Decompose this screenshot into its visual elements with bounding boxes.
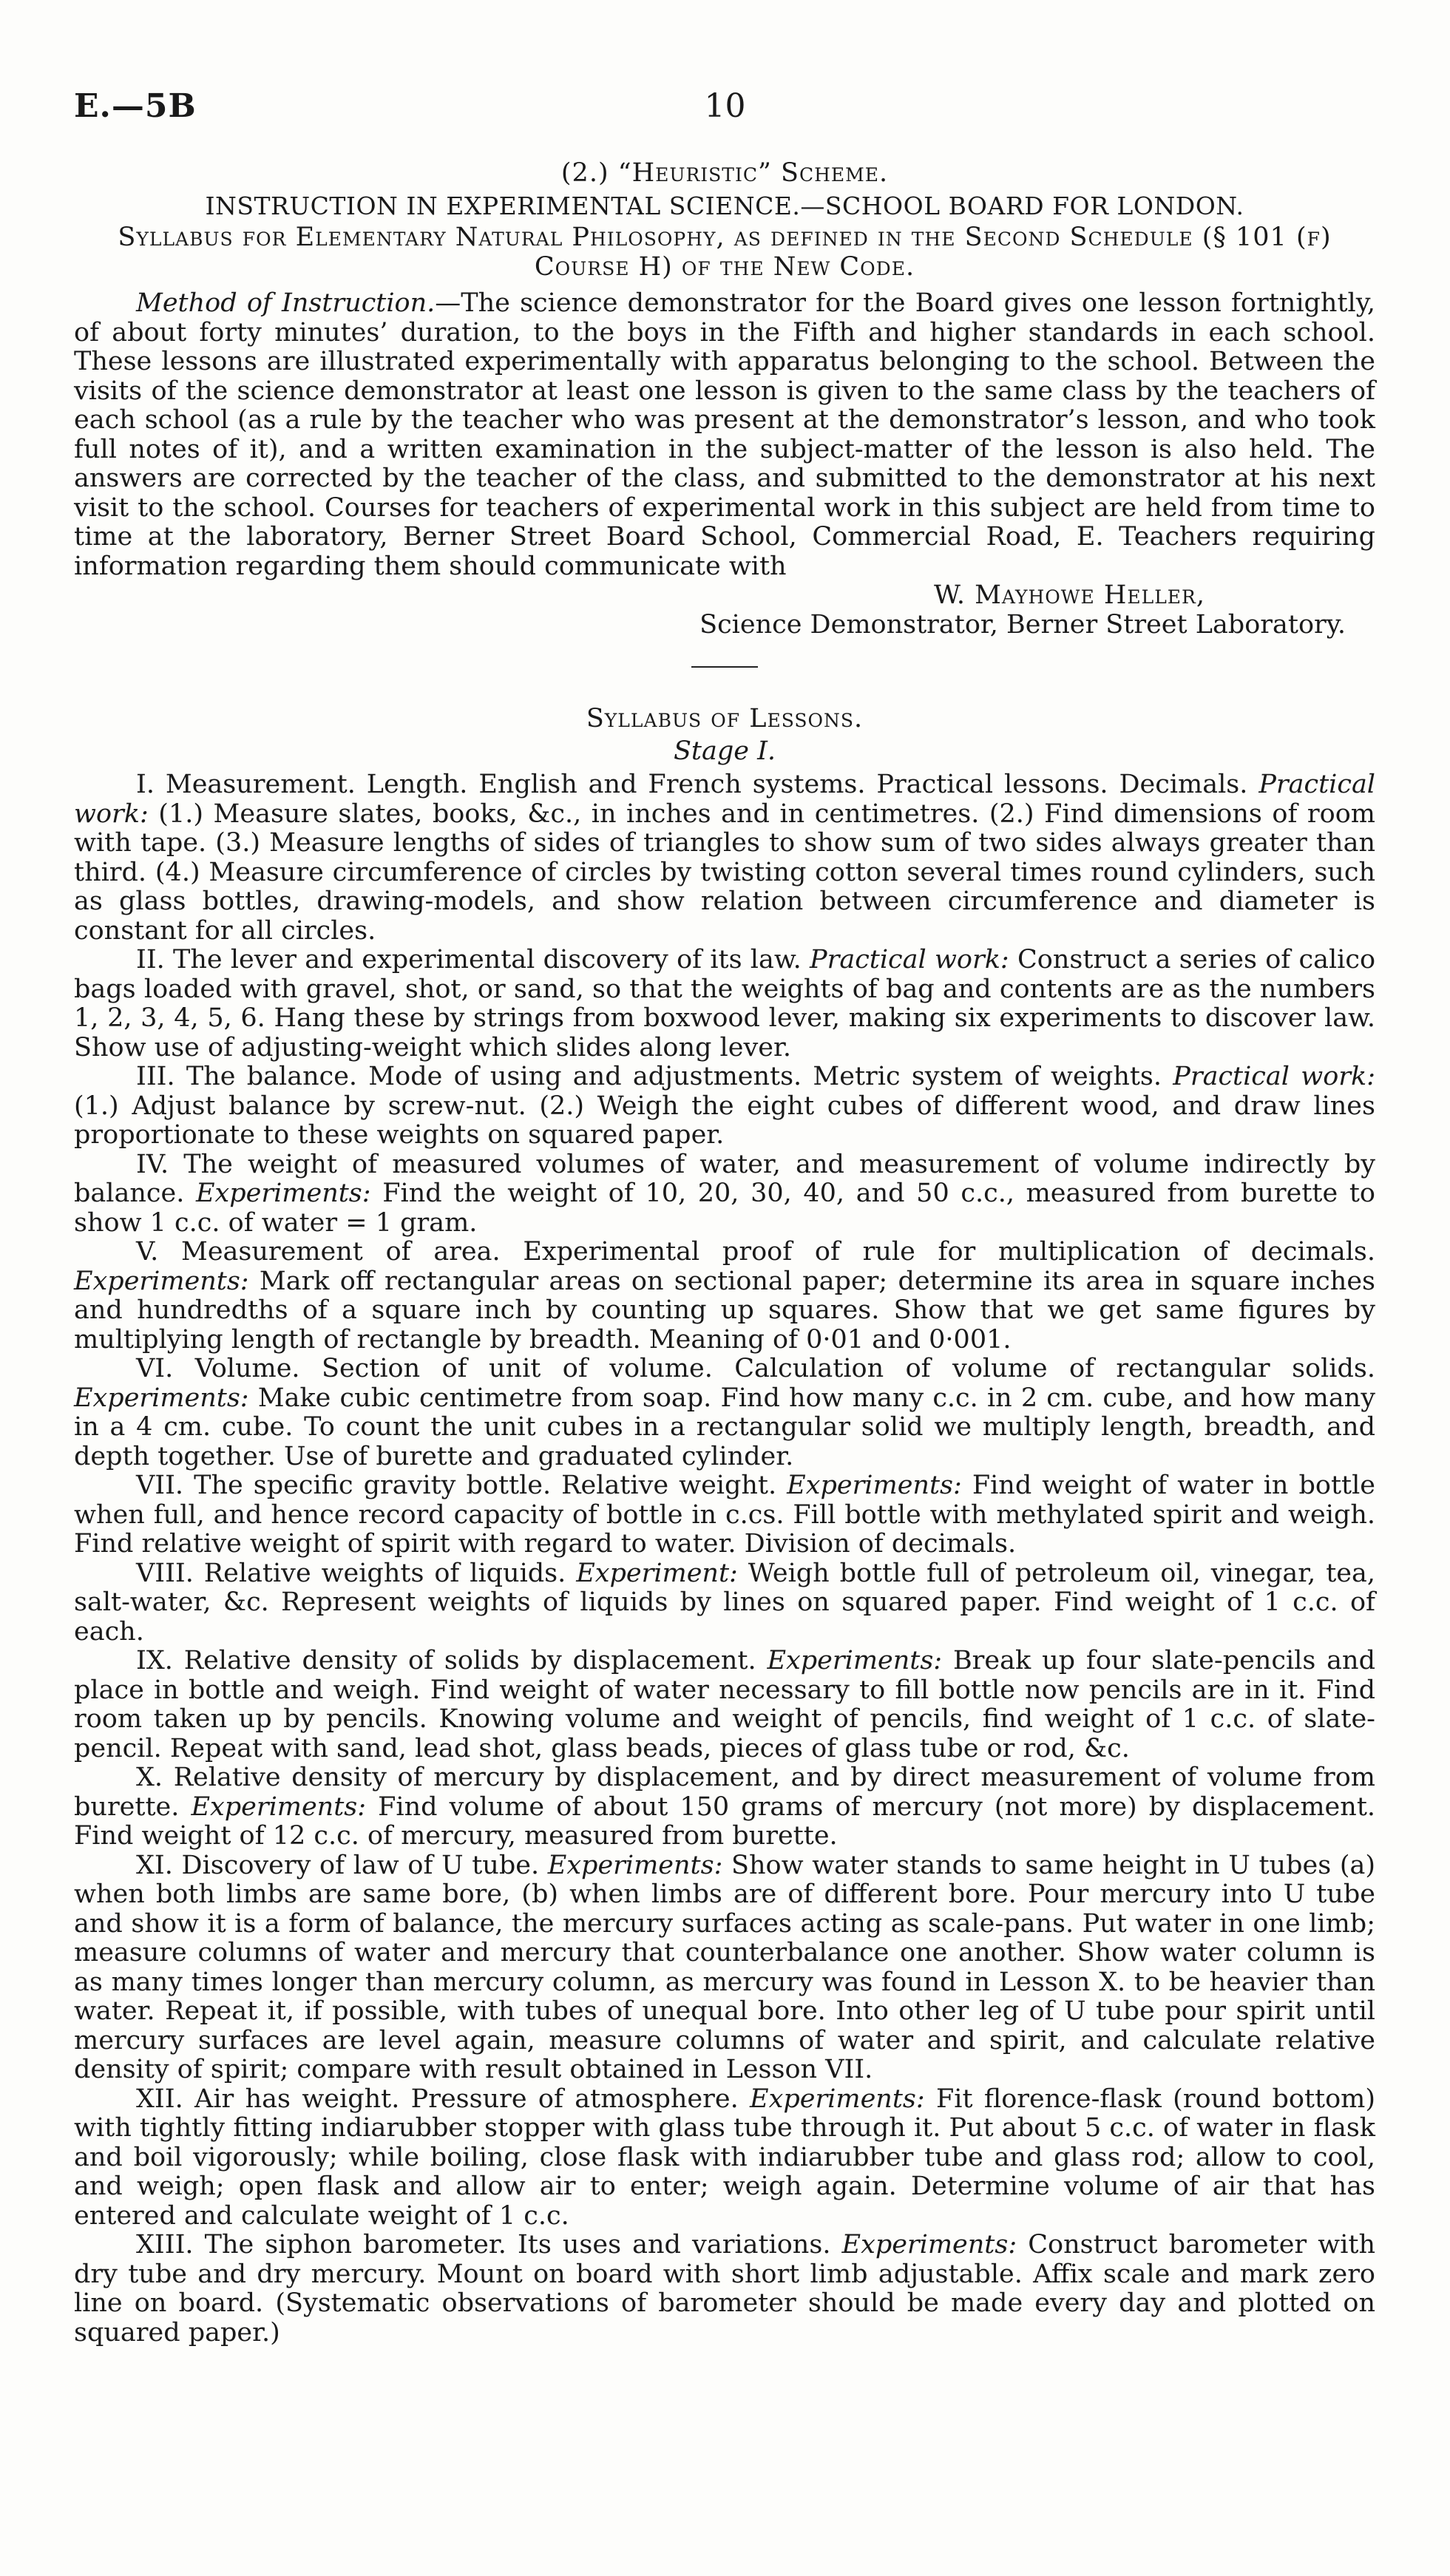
method-text: —The science demonstrator for the Board gives one lesson fortnightly, of about forty minutes’ duration, to the boys in the Fifth and higher standards in each school. These lessons are illustrated experimentally with apparatus belonging to the school. Between the visits of the science demonstrator at least one lesson is given to the same class by the teachers of each school (as a rule by the teacher who was present at the demonstrator’s lesson, and who took full notes of it), and a written examination in the subject-matter of the lesson is also held. The answers are corrected by the teacher of the class, and submitted to the demonstrator at his next visit to the school. Courses for teachers of experimental work in this subject are held from time to time at the laboratory, Berner Street Board School, Commercial Road, E. Teachers requiring information regarding them should communicate with xyxy=(74,288,1375,581)
lesson-work-label: Practical work: xyxy=(74,770,1375,829)
lesson-item xyxy=(74,1150,1375,1238)
lesson-work-label: Experiments: xyxy=(74,1383,249,1413)
lesson-instructions: Find weight of water in bottle when full, and hence record capacity of bottle in c.cs. Fill bottle with methylated spirit and weigh. Find relative weight of spirit with regard to water. Division of decimals. xyxy=(74,1471,1375,1559)
lesson-item xyxy=(74,1647,1375,1763)
lesson-topic: VIII. Relative weights of liquids. xyxy=(136,1558,577,1588)
lesson-work-label: Practical work: xyxy=(810,945,1009,975)
lesson-instructions: Construct a series of calico bags loaded with gravel, shot, or sand, so that the weights of bag and contents are as the numbers 1, 2, 3, 4, 5, 6. Hang these by strings from boxwood lever, making six experiments to discover law. Show use of adjusting-weight which slides along lever. xyxy=(74,945,1376,1062)
lesson-work-label: Experiment: xyxy=(576,1558,738,1588)
lesson-instructions: Fit florence-flask (round bottom) with tightly fitting indiarubber stopper with glass tube through it. Put about 5 c.c. of water in flask and boil vigorously; while boiling, close flask with indiarubber tube and glass rod; allow to cool, and weigh; open flask and allow air to enter; weigh again. Determine volume of air that has entered and calculate weight of 1 c.c. xyxy=(74,2084,1375,2231)
document-body xyxy=(74,159,1375,2348)
lesson-item xyxy=(74,2231,1375,2348)
lesson-instructions: Find the weight of 10, 20, 30, 40, and 50 c.c., measured from burette to show 1 c.c. of water = 1 gram. xyxy=(74,1179,1375,1238)
method-label: Method of Instruction. xyxy=(136,288,436,318)
lesson-item xyxy=(74,1062,1375,1150)
board-title: INSTRUCTION IN EXPERIMENTAL SCIENCE.—SCHOOL BOARD FOR LONDON. xyxy=(205,191,1244,220)
lesson-topic: IX. Relative density of solids by displacement. xyxy=(136,1646,768,1675)
signature-name: W. Mayhowe Heller, xyxy=(933,580,1205,610)
lesson-instructions: (1.) Adjust balance by screw-nut. (2.) Weigh the eight cubes of different wood, and draw lines proportionate to these weights on squared paper. xyxy=(74,1091,1375,1150)
lesson-topic: III. The balance. Mode of using and adjustments. Metric system of weights. xyxy=(136,1062,1173,1091)
lesson-topic: XI. Discovery of law of U tube. xyxy=(136,1850,548,1880)
lesson-topic: II. The lever and experimental discovery of its law. xyxy=(136,945,810,975)
lesson-item xyxy=(74,946,1375,1062)
lesson-item xyxy=(74,1559,1375,1647)
lesson-instructions: Mark off rectangular areas on sectional paper; determine its area in square inches and hundredths of a square inch by counting up squares. Show that we get same figures by multiplying length of rectangle by breadth. Meaning of 0·01 and 0·001. xyxy=(74,1266,1375,1355)
signature-title: Science Demonstrator, Berner Street Laboratory. xyxy=(699,609,1346,640)
lessons-list xyxy=(74,770,1375,2348)
lesson-topic: VI. Volume. Section of unit of volume. Calculation of volume of rectangular solids. xyxy=(136,1354,1375,1383)
section-divider xyxy=(691,666,758,668)
stage-heading: Stage I. xyxy=(673,736,776,766)
lesson-item xyxy=(74,2085,1375,2231)
lesson-instructions: (1.) Measure slates, books, &c., in inches and in centimetres. (2.) Find dimensions of room with tape. (3.) Measure lengths of sides of triangles to show sum of two sides always greater than third. (4.) Measure circumference of circles by twisting cotton several times round cylinders, such as glass bottles, drawing-models, and show relation between circumference and diameter is constant for all circles. xyxy=(74,799,1375,946)
lesson-work-label: Experiments: xyxy=(191,1792,367,1822)
lesson-instructions: Construct barometer with dry tube and dry mercury. Mount on board with short limb adjustable. Affix scale and mark zero line on board. (Systematic observations of barometer should be made every day and plotted on squared paper.) xyxy=(74,2230,1375,2348)
lesson-topic: XIII. The siphon barometer. Its uses and variations. xyxy=(136,2230,842,2260)
lesson-topic: X. Relative density of mercury by displacement, and by direct measurement of volume from burette. xyxy=(74,1763,1375,1822)
running-head xyxy=(74,87,1376,139)
lesson-topic: VII. The specific gravity bottle. Relative weight. xyxy=(136,1471,787,1500)
lesson-item xyxy=(74,770,1375,946)
lesson-topic: XII. Air has weight. Pressure of atmosphere. xyxy=(136,2084,751,2114)
method-paragraph xyxy=(74,289,1375,581)
lesson-work-label: Experiments: xyxy=(195,1179,371,1208)
lesson-instructions: Find volume of about 150 grams of mercury (not more) by displacement. Find weight of 12 c.c. of mercury, measured from burette. xyxy=(74,1792,1376,1851)
lesson-work-label: Practical work: xyxy=(1173,1062,1375,1091)
signature-block xyxy=(74,581,1375,640)
page-number: 10 xyxy=(704,87,746,125)
lesson-work-label: Experiments: xyxy=(750,2084,925,2114)
lesson-instructions: Break up four slate-pencils and place in bottle and weigh. Find weight of water necessary to fill bottle now pencils are in it. Find room taken up by pencils. Knowing volume and weight of pencils, find weight of 1 c.c. of slate-pencil. Repeat with sand, lead shot, glass beads, pieces of glass tube or rod, &c. xyxy=(74,1646,1375,1763)
lesson-topic: I. Measurement. Length. English and French systems. Practical lessons. Decimals. xyxy=(136,770,1259,799)
lesson-topic: V. Measurement of area. Experimental proof of rule for multiplication of decimals. xyxy=(136,1237,1375,1267)
document-reference: E.—5B xyxy=(74,87,197,125)
lesson-item xyxy=(74,1471,1375,1559)
lesson-instructions: Show water stands to same height in U tubes (a) when both limbs are same bore, (b) when limbs are of different bore. Pour mercury into U tube and show it is a form of balance, the mercury surfaces acting as scale-pans. Put water in one limb; measure columns of water and mercury that counterbalance one another. Show water column is as many times longer than mercury column, as mercury was found in Lesson X. to be heavier than water. Repeat it, if possible, with tubes of unequal bore. Into other leg of U tube pour spirit until mercury surfaces are level again, measure columns of water and spirit, and calculate relative density of spirit; compare with result obtained in Lesson VII. xyxy=(74,1850,1376,2084)
lesson-item xyxy=(74,1851,1375,2085)
syllabus-of-lessons-title: Syllabus of Lessons. xyxy=(586,704,864,733)
lesson-work-label: Experiments: xyxy=(547,1850,723,1880)
lesson-work-label: Experiments: xyxy=(74,1266,249,1296)
lesson-item xyxy=(74,1763,1375,1851)
lesson-item xyxy=(74,1355,1375,1471)
lesson-instructions: Weigh bottle full of petroleum oil, vinegar, tea, salt-water, &c. Represent weights of liquids by lines on squared paper. Find weight of 1 c.c. of each. xyxy=(74,1558,1375,1647)
lesson-work-label: Experiments: xyxy=(841,2230,1017,2260)
scheme-title: (2.) “Heuristic” Scheme. xyxy=(560,158,889,188)
lesson-work-label: Experiments: xyxy=(787,1471,962,1500)
syllabus-heading: Syllabus for Elementary Natural Philosophy, as defined in the Second Schedule (§ 101 (f) Course H) of the New Code. xyxy=(118,223,1332,282)
lesson-topic: IV. The weight of measured volumes of water, and measurement of volume indirectly by balance. xyxy=(74,1149,1375,1208)
lesson-work-label: Experiments: xyxy=(767,1646,943,1675)
lesson-instructions: Make cubic centimetre from soap. Find how many c.c. in 2 cm. cube, and how many in a 4 cm. cube. To count the unit cubes in a rectangular solid we multiply length, breadth, and depth together. Use of burette and graduated cylinder. xyxy=(74,1383,1375,1471)
lesson-item xyxy=(74,1238,1375,1355)
